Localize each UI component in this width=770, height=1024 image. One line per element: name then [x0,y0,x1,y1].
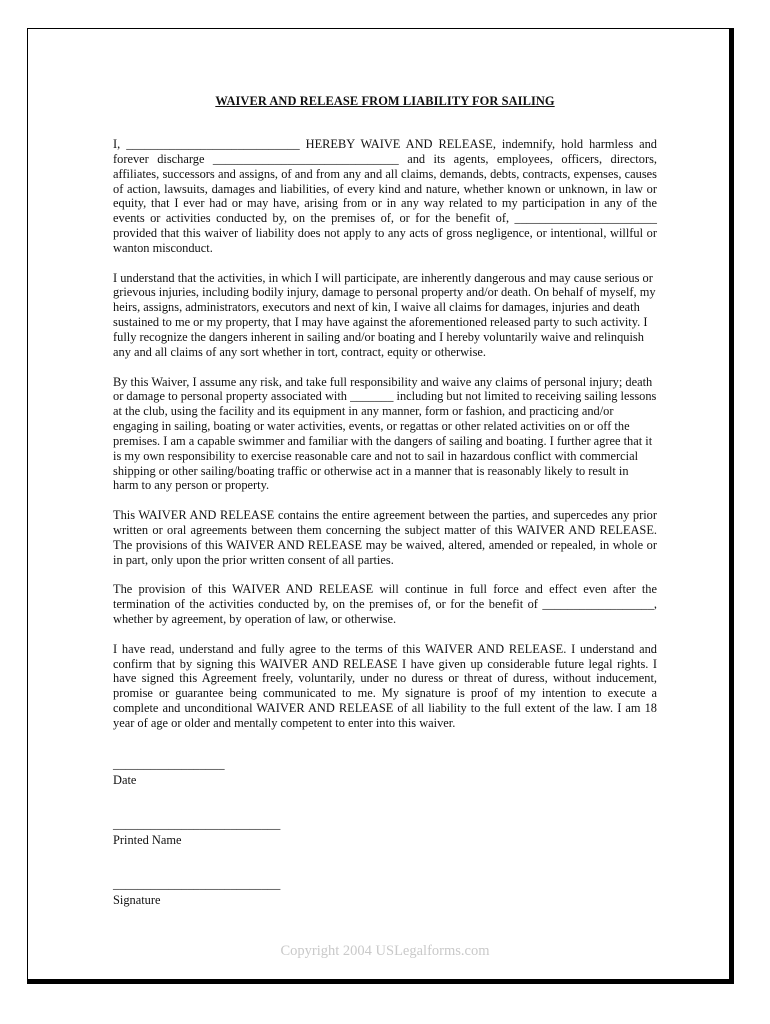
signature-line[interactable]: ___________________________ [113,877,281,891]
paragraph-release-clause: I, ____________________________ HEREBY WAIVE AND RELEASE, indemnify, hold harmless and forever discharge ______________________________ and its agents, employees, officers, directors, affiliates, successors and assigns, of and from any and all claims, demands, debts, contracts, expenses, causes of action, lawsuits, damages and liabilities, of every kind and nature, whether known or unknown, in law or equity, that I ever had or may have, arising from or in any way related to my participation in any of the events or activities conducted by, on the premises of, or for the benefit of, _______________________ provided that this waiver of liability does not apply to any acts of gross negligence, or intentional, willful or wanton misconduct. [113,137,657,255]
printed-name-field[interactable] [113,817,280,848]
paragraph-entire-agreement: This WAIVER AND RELEASE contains the entire agreement between the parties, and supercedes any prior written or oral agreements between them concerning the subject matter of this WAIVER AND RELEASE. The provisions of this WAIVER AND RELEASE may be waived, altered, amended or repealed, in whole or in part, only upon the prior written consent of all parties. [113,508,657,567]
paragraph-acknowledgement: I have read, understand and fully agree to the terms of this WAIVER AND RELEASE. I understand and confirm that by signing this WAIVER AND RELEASE I have given up considerable future legal rights. I have signed this Agreement freely, voluntarily, under no duress or threat of duress, without inducement, promise or guarantee being communicated to me. My signature is proof of my intention to execute a complete and unconditional WAIVER AND RELEASE of all liability to the full extent of the law. I am 18 year of age or older and mentally competent to enter into this waiver. [113,641,657,730]
signature-label: Signature [113,892,161,907]
date-line[interactable]: __________________ [113,757,225,771]
document-title: WAIVER AND RELEASE FROM LIABILITY FOR SAILING [215,94,555,108]
date-label: Date [113,772,137,787]
paragraph-survival: The provision of this WAIVER AND RELEASE will continue in full force and effect even after the termination of the activities conducted by, on the premises of, or for the benefit of __________________, whether by agreement, by operation of law, or otherwise. [113,582,657,626]
document-body [113,137,657,746]
signature-field[interactable] [113,877,280,908]
paragraph-assumption-of-risk: By this Waiver, I assume any risk, and take full responsibility and waive any claims of personal injury; death or damage to personal property associated with _______ including but not limited to receiving sailing lessons at the club, using the facility and its equipment in any manner, form or fashion, and practicing and/or engaging in sailing, boating or water activities, events, or regattas or other related activities on or off the premises. I am a capable swimmer and familiar with the dangers of sailing and boating. I further agree that it is my own responsibility to exercise reasonable care and not to sail in hazardous conflict with commercial shipping or other sailing/boating traffic or otherwise act in a manner that is reasonably likely to result in harm to any person or property. [113,374,657,493]
paragraph-risk-acknowledgement: I understand that the activities, in which I will participate, are inherently dangerous and may cause serious or grievous injuries, including bodily injury, damage to personal property and/or death. On behalf of myself, my heirs, assigns, administrators, executors and next of kin, I waive all claims for damages, injuries and death sustained to me or my property, that I may have against the aforementioned released party to such activity. I fully recognize the dangers inherent in sailing and/or boating and I hereby voluntarily waive and relinquish any and all claims of any sort whether in tort, contract, equity or otherwise. [113,270,656,359]
printed-name-label: Printed Name [113,832,182,847]
printed-name-line[interactable]: ___________________________ [113,817,281,831]
date-field[interactable] [113,757,225,788]
copyright-notice: Copyright 2004 USLegalforms.com [280,943,490,959]
